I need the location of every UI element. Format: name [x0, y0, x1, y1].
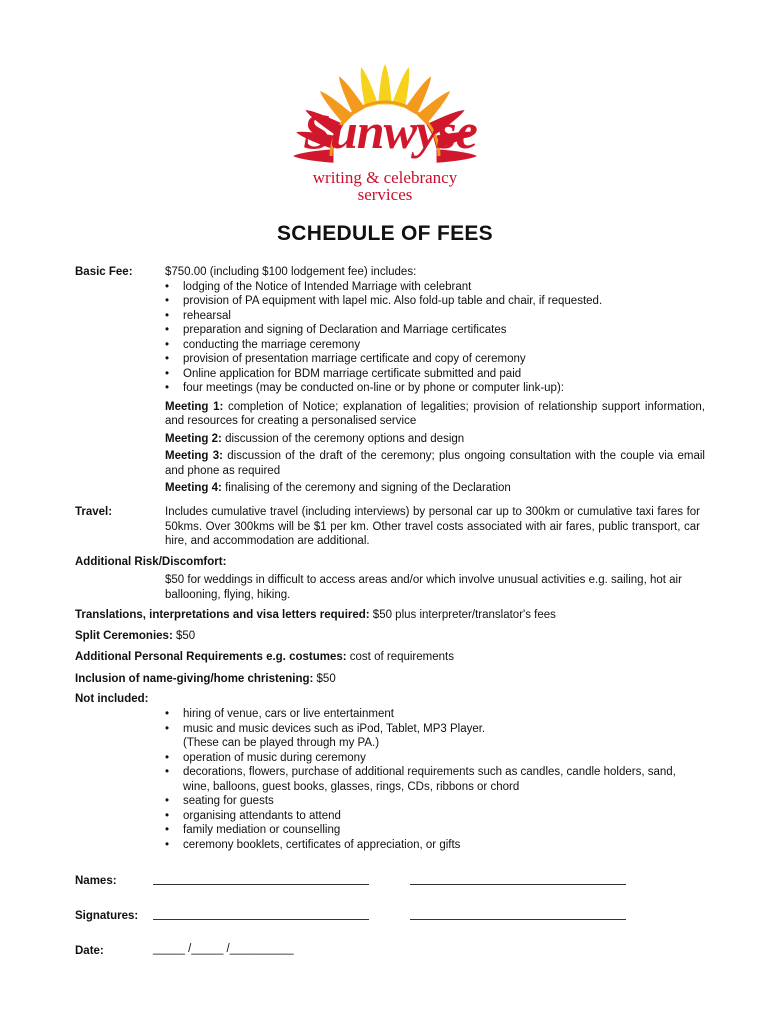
basic-fee-label: Basic Fee: — [75, 266, 133, 278]
page-title: SCHEDULE OF FEES — [277, 222, 493, 245]
meeting-label: Meeting 4: — [165, 482, 222, 494]
names-label: Names: — [75, 875, 117, 887]
list-item: • organising attendants to attend — [165, 809, 705, 824]
brand-tagline: writing & celebrancy — [312, 168, 458, 187]
signature-field-2[interactable] — [410, 919, 626, 920]
travel-label: Travel: — [75, 506, 113, 518]
translations-label: Translations, interpretations and visa letters required: — [75, 609, 370, 621]
sunwyse-logo — [260, 38, 510, 213]
list-item: • provision of presentation marriage certificate and copy of ceremony — [165, 352, 705, 367]
split-label: Split Ceremonies: — [75, 630, 173, 642]
list-item: • preparation and signing of Declaration and Marriage certificates — [165, 323, 705, 338]
list-item: • four meetings (may be conducted on-line or by phone or computer link-up): — [165, 381, 705, 396]
risk-label: Additional Risk/Discomfort: — [75, 556, 227, 568]
not-included-label: Not included: — [75, 693, 149, 705]
personal-label: Additional Personal Requirements e.g. costumes: — [75, 651, 347, 663]
naming-text: $50 — [313, 673, 336, 685]
meeting-label: Meeting 3: — [165, 450, 223, 462]
meeting-item — [165, 449, 705, 478]
date-field[interactable]: _____ /_____ /__________ — [153, 943, 294, 955]
list-item: • lodging of the Notice of Intended Marriage with celebrant — [165, 280, 705, 295]
meeting-text: discussion of the draft of the ceremony; plus ongoing consultation with the couple via email and phone as required — [165, 450, 705, 477]
meeting-item — [165, 400, 705, 429]
basic-fee-section — [165, 265, 705, 499]
date-label: Date: — [75, 945, 104, 957]
signature-field-1[interactable] — [153, 919, 369, 920]
meeting-text: finalising of the ceremony and signing of the Declaration — [221, 482, 511, 494]
list-item: • hiring of venue, cars or live entertainment — [165, 707, 705, 722]
signatures-label: Signatures: — [75, 910, 139, 922]
naming-row — [75, 672, 715, 687]
meeting-label: Meeting 1: — [165, 400, 224, 413]
list-item: • ceremony booklets, certificates of appreciation, or gifts — [165, 838, 705, 853]
split-text: $50 — [172, 630, 196, 642]
list-item: • music and music devices such as iPod, Tablet, MP3 Player. (These can be played through my PA.) — [165, 722, 705, 751]
brand-tagline-2: services — [357, 185, 413, 204]
list-item: • Online application for BDM marriage certificate submitted and paid — [165, 367, 705, 382]
split-row — [75, 629, 715, 644]
basic-fee-intro: $750.00 (including $100 lodgement fee) includes: — [165, 266, 417, 278]
name-field-2[interactable] — [410, 884, 626, 885]
meeting-item — [165, 432, 705, 447]
risk-text: $50 for weddings in difficult to access areas and/or which involve unusual activities e.g. sailing, hot air ballooning, flying, hiking. — [165, 574, 682, 601]
name-field-1[interactable] — [153, 884, 369, 885]
basic-fee-list — [165, 280, 705, 396]
personal-row — [75, 650, 715, 665]
meetings-list — [165, 400, 705, 496]
not-included-section — [165, 707, 705, 852]
list-item: • decorations, flowers, purchase of additional requirements such as candles, candle holders, sand, wine, balloons, guest books, glasses, rings, CDs, ribbons or chord — [165, 765, 705, 794]
not-included-list — [165, 707, 705, 852]
brand-name: Sunwyse — [303, 103, 477, 159]
naming-label: Inclusion of name-giving/home christening: — [75, 673, 314, 685]
sun-ray — [378, 64, 391, 104]
meeting-text: discussion of the ceremony options and design — [221, 432, 465, 445]
personal-text: cost of requirements — [346, 651, 454, 663]
meeting-text: completion of Notice; explanation of legalities; provision of relationship support information, and resources for creating a personalised service — [165, 400, 705, 427]
list-item: • provision of PA equipment with lapel mic. Also fold-up table and chair, if requested. — [165, 294, 705, 309]
list-item: • family mediation or counselling — [165, 823, 705, 838]
list-item: • operation of music during ceremony — [165, 751, 705, 766]
travel-text: Includes cumulative travel (including interviews) by personal car up to 300km or cumulative taxi fares for 50kms. Over 300kms will be $1 per km. Other travel costs associated with air fares, public transport, car hire, and accommodation are additional. — [165, 506, 700, 547]
list-item: • conducting the marriage ceremony — [165, 338, 705, 353]
meeting-label: Meeting 2: — [165, 432, 222, 445]
translations-row — [75, 608, 715, 623]
translations-text: $50 plus interpreter/translator's fees — [369, 609, 556, 621]
list-item: • seating for guests — [165, 794, 705, 809]
meeting-item — [165, 481, 705, 496]
list-item: • rehearsal — [165, 309, 705, 324]
